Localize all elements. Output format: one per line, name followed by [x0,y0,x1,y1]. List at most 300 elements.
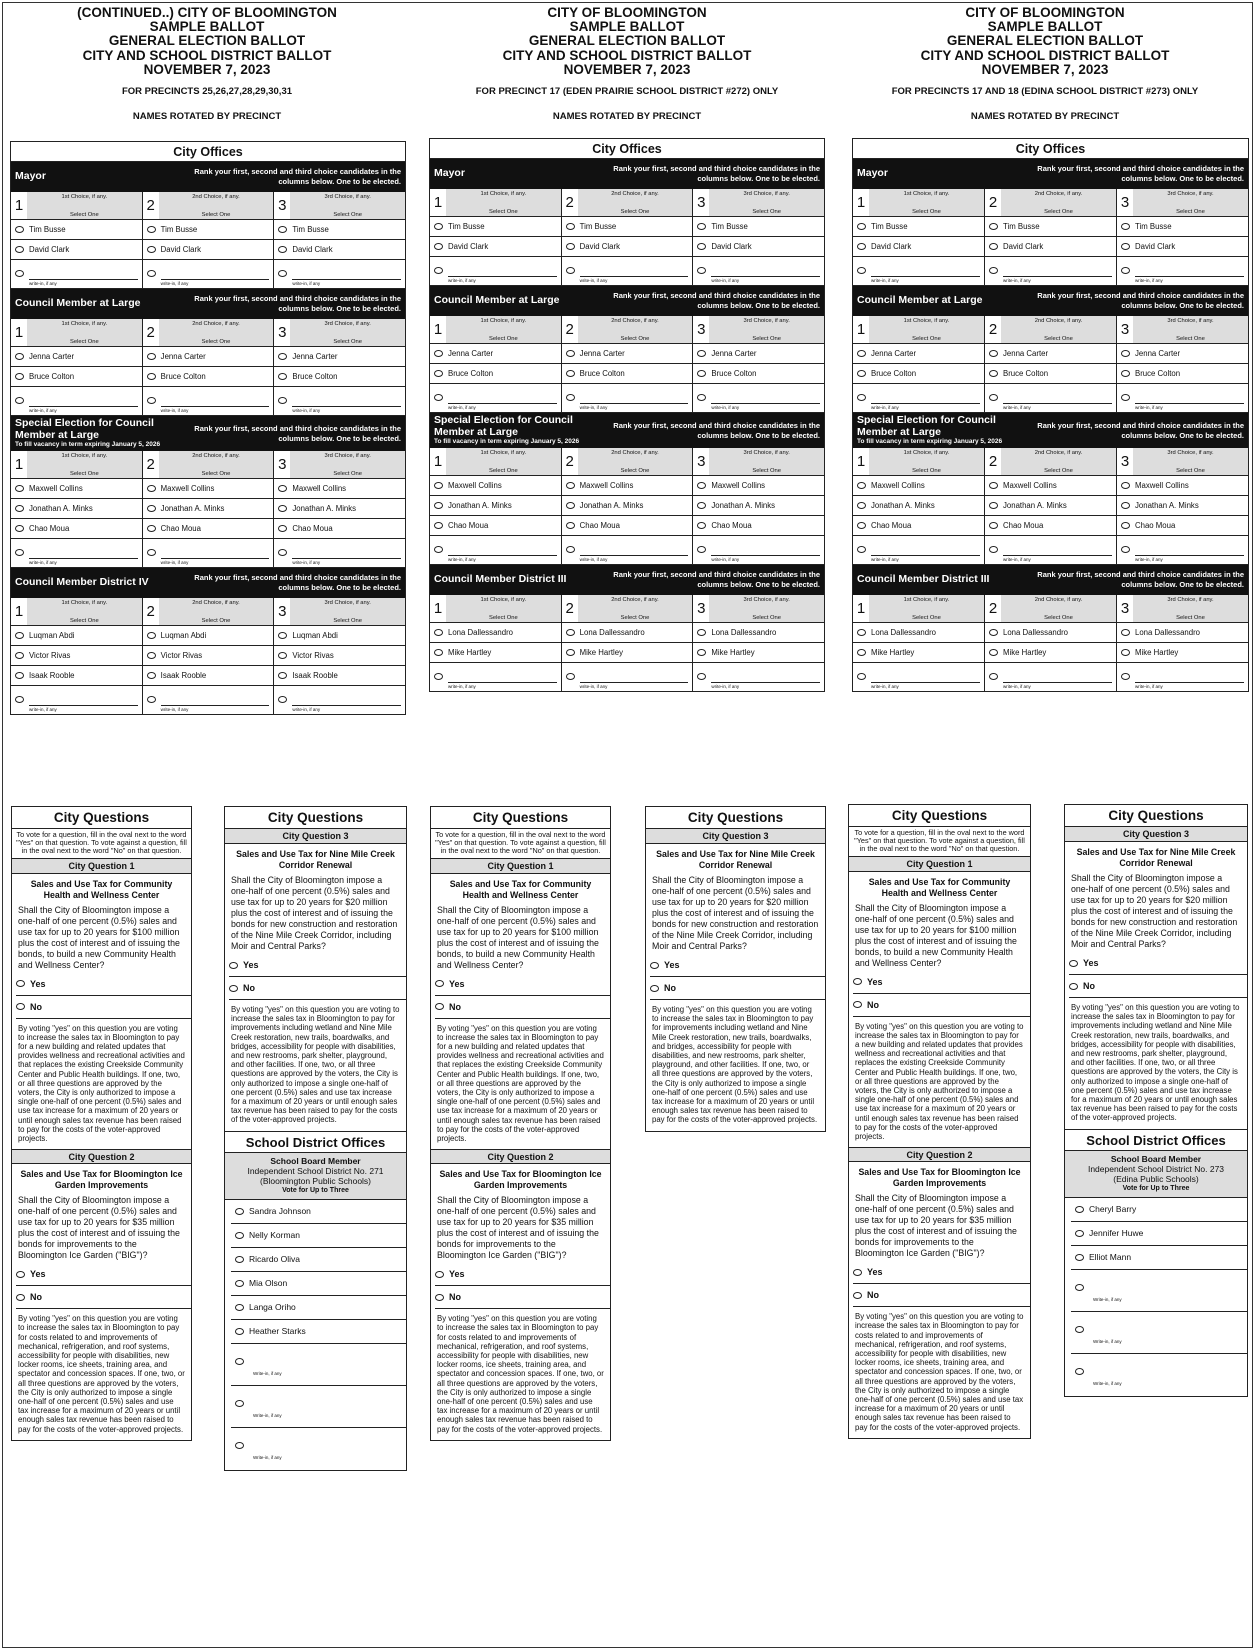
write-in-option[interactable] [430,536,561,564]
write-in-line[interactable] [871,276,980,277]
write-in-line[interactable] [161,705,270,706]
candidate-option[interactable] [985,217,1116,237]
oval-icon[interactable] [853,1269,862,1276]
candidate-option[interactable] [562,643,693,663]
candidate-option[interactable] [11,240,142,260]
oval-icon[interactable] [278,226,287,233]
write-in-line[interactable] [29,279,138,280]
oval-icon[interactable] [434,522,443,529]
oval-icon[interactable] [989,522,998,529]
candidate-option[interactable] [274,519,405,539]
oval-icon[interactable] [857,522,866,529]
oval-icon[interactable] [697,394,706,401]
oval-icon[interactable] [147,373,156,380]
no-option[interactable] [650,977,825,1000]
oval-icon[interactable] [697,482,706,489]
oval-icon[interactable] [434,629,443,636]
oval-icon[interactable] [1121,546,1130,553]
oval-icon[interactable] [235,1442,244,1449]
yes-option[interactable] [1069,952,1247,975]
write-in-line[interactable] [711,682,820,683]
oval-icon[interactable] [650,985,659,992]
oval-icon[interactable] [235,1208,244,1215]
candidate-option[interactable] [562,344,693,364]
yes-option[interactable] [435,973,610,996]
candidate-option[interactable] [11,519,142,539]
oval-icon[interactable] [697,267,706,274]
oval-icon[interactable] [278,672,287,679]
oval-icon[interactable] [434,243,443,250]
oval-icon[interactable] [278,270,287,277]
write-in-option[interactable] [1117,257,1248,285]
oval-icon[interactable] [15,652,24,659]
school-board-candidate[interactable] [1071,1222,1247,1246]
oval-icon[interactable] [566,394,575,401]
write-in-option[interactable] [231,1386,406,1428]
write-in-option[interactable] [985,663,1116,691]
oval-icon[interactable] [566,350,575,357]
oval-icon[interactable] [435,980,444,987]
write-in-line[interactable] [580,555,689,556]
write-in-line[interactable] [29,558,138,559]
oval-icon[interactable] [1075,1326,1084,1333]
oval-icon[interactable] [697,350,706,357]
write-in-option[interactable] [985,536,1116,564]
oval-icon[interactable] [147,672,156,679]
oval-icon[interactable] [857,243,866,250]
oval-icon[interactable] [1121,370,1130,377]
write-in-option[interactable] [143,387,274,415]
write-in-option[interactable] [562,257,693,285]
candidate-option[interactable] [853,643,984,663]
oval-icon[interactable] [434,223,443,230]
write-in-option[interactable] [11,539,142,567]
write-in-option[interactable] [562,536,693,564]
candidate-option[interactable] [274,626,405,646]
candidate-option[interactable] [430,217,561,237]
oval-icon[interactable] [278,652,287,659]
oval-icon[interactable] [566,673,575,680]
oval-icon[interactable] [650,962,659,969]
no-option[interactable] [853,1284,1030,1307]
no-option[interactable] [435,1286,610,1309]
candidate-option[interactable] [11,367,142,387]
candidate-option[interactable] [143,519,274,539]
school-board-candidate[interactable] [231,1248,406,1272]
write-in-option[interactable] [853,257,984,285]
candidate-option[interactable] [562,496,693,516]
candidate-option[interactable] [143,646,274,666]
oval-icon[interactable] [857,482,866,489]
candidate-option[interactable] [274,240,405,260]
oval-icon[interactable] [1121,350,1130,357]
oval-icon[interactable] [235,1256,244,1263]
candidate-option[interactable] [985,496,1116,516]
write-in-option[interactable] [143,260,274,288]
oval-icon[interactable] [147,632,156,639]
candidate-option[interactable] [430,496,561,516]
oval-icon[interactable] [15,632,24,639]
oval-icon[interactable] [857,629,866,636]
school-board-candidate[interactable] [231,1320,406,1344]
write-in-line[interactable] [448,682,557,683]
write-in-option[interactable] [274,539,405,567]
oval-icon[interactable] [435,1003,444,1010]
candidate-option[interactable] [143,479,274,499]
candidate-option[interactable] [562,364,693,384]
oval-icon[interactable] [147,525,156,532]
no-option[interactable] [16,1286,191,1309]
oval-icon[interactable] [434,546,443,553]
oval-icon[interactable] [434,649,443,656]
no-option[interactable] [853,994,1030,1017]
oval-icon[interactable] [853,1001,862,1008]
oval-icon[interactable] [697,370,706,377]
write-in-line[interactable] [1135,276,1244,277]
school-board-candidate[interactable] [1071,1198,1247,1222]
candidate-option[interactable] [274,666,405,686]
oval-icon[interactable] [857,223,866,230]
candidate-option[interactable] [562,476,693,496]
oval-icon[interactable] [16,1003,25,1010]
write-in-option[interactable] [1071,1312,1247,1354]
candidate-option[interactable] [430,476,561,496]
candidate-option[interactable] [985,516,1116,536]
write-in-line[interactable] [711,555,820,556]
write-in-option[interactable] [11,686,142,714]
write-in-option[interactable] [853,384,984,412]
candidate-option[interactable] [853,496,984,516]
candidate-option[interactable] [430,237,561,257]
oval-icon[interactable] [1121,673,1130,680]
oval-icon[interactable] [147,549,156,556]
oval-icon[interactable] [566,502,575,509]
candidate-option[interactable] [693,344,824,364]
oval-icon[interactable] [147,353,156,360]
oval-icon[interactable] [15,353,24,360]
yes-option[interactable] [853,1261,1030,1284]
oval-icon[interactable] [15,246,24,253]
oval-icon[interactable] [235,1232,244,1239]
write-in-option[interactable] [1117,663,1248,691]
yes-option[interactable] [650,954,825,977]
candidate-option[interactable] [1117,516,1248,536]
oval-icon[interactable] [1075,1206,1084,1213]
oval-icon[interactable] [434,394,443,401]
oval-icon[interactable] [278,632,287,639]
write-in-option[interactable] [430,663,561,691]
oval-icon[interactable] [857,267,866,274]
candidate-option[interactable] [985,623,1116,643]
write-in-option[interactable] [143,539,274,567]
oval-icon[interactable] [989,243,998,250]
oval-icon[interactable] [1075,1230,1084,1237]
candidate-option[interactable] [143,347,274,367]
oval-icon[interactable] [1121,629,1130,636]
write-in-line[interactable] [448,555,557,556]
oval-icon[interactable] [434,370,443,377]
oval-icon[interactable] [853,978,862,985]
candidate-option[interactable] [430,364,561,384]
write-in-option[interactable] [11,387,142,415]
candidate-option[interactable] [693,623,824,643]
candidate-option[interactable] [1117,496,1248,516]
oval-icon[interactable] [15,226,24,233]
no-option[interactable] [16,996,191,1019]
candidate-option[interactable] [143,626,274,646]
candidate-option[interactable] [143,240,274,260]
write-in-option[interactable] [853,663,984,691]
yes-option[interactable] [435,1263,610,1286]
oval-icon[interactable] [435,1271,444,1278]
candidate-option[interactable] [143,666,274,686]
oval-icon[interactable] [1121,223,1130,230]
candidate-option[interactable] [1117,364,1248,384]
write-in-line[interactable] [580,682,689,683]
candidate-option[interactable] [985,237,1116,257]
candidate-option[interactable] [1117,643,1248,663]
write-in-line[interactable] [161,279,270,280]
oval-icon[interactable] [1075,1368,1084,1375]
oval-icon[interactable] [15,485,24,492]
write-in-line[interactable] [711,276,820,277]
oval-icon[interactable] [147,246,156,253]
write-in-line[interactable] [1135,682,1244,683]
candidate-option[interactable] [562,516,693,536]
yes-option[interactable] [229,954,406,977]
candidate-option[interactable] [985,476,1116,496]
oval-icon[interactable] [434,673,443,680]
oval-icon[interactable] [1069,983,1078,990]
candidate-option[interactable] [693,217,824,237]
candidate-option[interactable] [562,623,693,643]
oval-icon[interactable] [235,1400,244,1407]
write-in-option[interactable] [231,1344,406,1386]
write-in-line[interactable] [871,403,980,404]
oval-icon[interactable] [278,549,287,556]
write-in-line[interactable] [29,406,138,407]
oval-icon[interactable] [697,243,706,250]
candidate-option[interactable] [11,646,142,666]
oval-icon[interactable] [434,267,443,274]
write-in-line[interactable] [161,406,270,407]
candidate-option[interactable] [693,516,824,536]
oval-icon[interactable] [697,546,706,553]
oval-icon[interactable] [16,1294,25,1301]
oval-icon[interactable] [989,370,998,377]
candidate-option[interactable] [274,479,405,499]
candidate-option[interactable] [985,364,1116,384]
oval-icon[interactable] [857,649,866,656]
school-board-candidate[interactable] [231,1296,406,1320]
candidate-option[interactable] [693,496,824,516]
oval-icon[interactable] [229,962,238,969]
oval-icon[interactable] [697,522,706,529]
oval-icon[interactable] [147,696,156,703]
write-in-line[interactable] [292,705,401,706]
candidate-option[interactable] [853,364,984,384]
write-in-option[interactable] [430,384,561,412]
candidate-option[interactable] [853,516,984,536]
oval-icon[interactable] [434,350,443,357]
write-in-line[interactable] [161,558,270,559]
oval-icon[interactable] [16,980,25,987]
oval-icon[interactable] [989,502,998,509]
oval-icon[interactable] [15,525,24,532]
write-in-option[interactable] [853,536,984,564]
write-in-line[interactable] [1003,555,1112,556]
candidate-option[interactable] [11,220,142,240]
oval-icon[interactable] [278,505,287,512]
oval-icon[interactable] [147,505,156,512]
write-in-option[interactable] [1071,1270,1247,1312]
write-in-option[interactable] [143,686,274,714]
oval-icon[interactable] [235,1280,244,1287]
oval-icon[interactable] [857,394,866,401]
yes-option[interactable] [16,973,191,996]
write-in-option[interactable] [274,387,405,415]
write-in-option[interactable] [562,663,693,691]
candidate-option[interactable] [1117,623,1248,643]
candidate-option[interactable] [693,476,824,496]
write-in-line[interactable] [292,279,401,280]
oval-icon[interactable] [566,522,575,529]
oval-icon[interactable] [147,270,156,277]
oval-icon[interactable] [857,370,866,377]
oval-icon[interactable] [15,696,24,703]
yes-option[interactable] [16,1263,191,1286]
candidate-option[interactable] [430,623,561,643]
oval-icon[interactable] [566,649,575,656]
candidate-option[interactable] [274,220,405,240]
oval-icon[interactable] [1069,960,1078,967]
candidate-option[interactable] [562,217,693,237]
oval-icon[interactable] [989,546,998,553]
oval-icon[interactable] [857,502,866,509]
candidate-option[interactable] [1117,344,1248,364]
candidate-option[interactable] [853,217,984,237]
no-option[interactable] [435,996,610,1019]
oval-icon[interactable] [1121,243,1130,250]
oval-icon[interactable] [278,246,287,253]
candidate-option[interactable] [143,220,274,240]
oval-icon[interactable] [1121,482,1130,489]
write-in-option[interactable] [693,536,824,564]
write-in-option[interactable] [11,260,142,288]
candidate-option[interactable] [274,646,405,666]
oval-icon[interactable] [566,243,575,250]
oval-icon[interactable] [1121,394,1130,401]
school-board-candidate[interactable] [231,1272,406,1296]
oval-icon[interactable] [15,373,24,380]
candidate-option[interactable] [430,344,561,364]
candidate-option[interactable] [430,516,561,536]
write-in-option[interactable] [693,257,824,285]
write-in-line[interactable] [871,555,980,556]
write-in-line[interactable] [292,406,401,407]
write-in-option[interactable] [985,257,1116,285]
oval-icon[interactable] [278,397,287,404]
oval-icon[interactable] [235,1304,244,1311]
oval-icon[interactable] [857,350,866,357]
oval-icon[interactable] [147,485,156,492]
write-in-line[interactable] [1003,276,1112,277]
oval-icon[interactable] [566,370,575,377]
oval-icon[interactable] [235,1328,244,1335]
school-board-candidate[interactable] [231,1224,406,1248]
write-in-line[interactable] [1135,403,1244,404]
oval-icon[interactable] [697,673,706,680]
oval-icon[interactable] [278,353,287,360]
candidate-option[interactable] [693,364,824,384]
write-in-option[interactable] [430,257,561,285]
write-in-line[interactable] [580,403,689,404]
yes-option[interactable] [853,971,1030,994]
oval-icon[interactable] [15,549,24,556]
oval-icon[interactable] [989,649,998,656]
oval-icon[interactable] [857,673,866,680]
oval-icon[interactable] [989,482,998,489]
write-in-option[interactable] [562,384,693,412]
candidate-option[interactable] [693,237,824,257]
write-in-line[interactable] [448,276,557,277]
oval-icon[interactable] [434,482,443,489]
oval-icon[interactable] [989,223,998,230]
school-board-candidate[interactable] [231,1200,406,1224]
write-in-option[interactable] [231,1428,406,1470]
oval-icon[interactable] [697,223,706,230]
write-in-option[interactable] [1117,384,1248,412]
write-in-option[interactable] [693,663,824,691]
oval-icon[interactable] [147,652,156,659]
candidate-option[interactable] [11,479,142,499]
write-in-option[interactable] [985,384,1116,412]
oval-icon[interactable] [566,629,575,636]
write-in-line[interactable] [711,403,820,404]
candidate-option[interactable] [1117,476,1248,496]
oval-icon[interactable] [989,394,998,401]
candidate-option[interactable] [1117,217,1248,237]
candidate-option[interactable] [11,347,142,367]
oval-icon[interactable] [229,985,238,992]
oval-icon[interactable] [566,546,575,553]
oval-icon[interactable] [15,672,24,679]
candidate-option[interactable] [693,643,824,663]
oval-icon[interactable] [697,649,706,656]
no-option[interactable] [1069,975,1247,998]
candidate-option[interactable] [143,367,274,387]
oval-icon[interactable] [16,1271,25,1278]
oval-icon[interactable] [278,696,287,703]
candidate-option[interactable] [985,344,1116,364]
oval-icon[interactable] [989,629,998,636]
oval-icon[interactable] [278,525,287,532]
oval-icon[interactable] [697,629,706,636]
oval-icon[interactable] [235,1358,244,1365]
candidate-option[interactable] [853,476,984,496]
candidate-option[interactable] [274,347,405,367]
write-in-option[interactable] [1071,1354,1247,1396]
candidate-option[interactable] [11,666,142,686]
candidate-option[interactable] [562,237,693,257]
oval-icon[interactable] [15,505,24,512]
write-in-option[interactable] [1117,536,1248,564]
candidate-option[interactable] [143,499,274,519]
oval-icon[interactable] [15,397,24,404]
oval-icon[interactable] [1075,1284,1084,1291]
oval-icon[interactable] [853,1292,862,1299]
oval-icon[interactable] [989,350,998,357]
